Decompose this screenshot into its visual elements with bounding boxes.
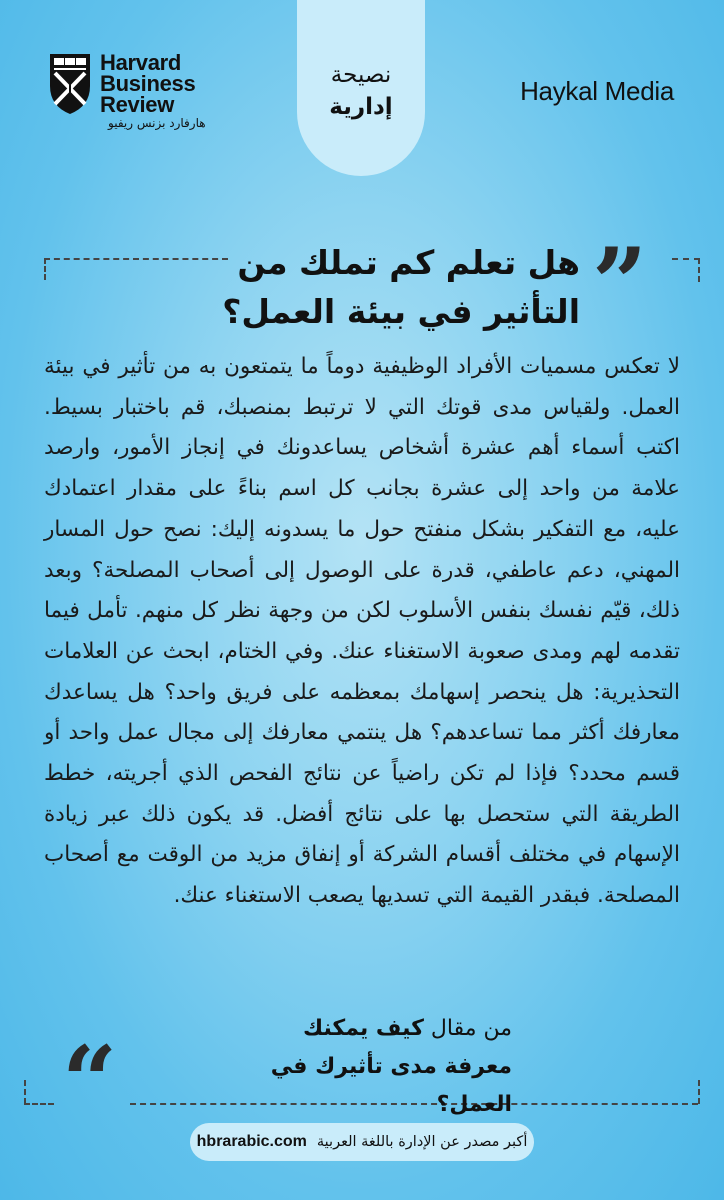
frame-border-right — [698, 258, 700, 282]
frame-border-top-right — [672, 258, 700, 260]
category-line2: إدارية — [329, 94, 393, 120]
hbr-line2: Business — [100, 71, 196, 96]
category-tab — [297, 0, 425, 176]
frame-border-left — [44, 258, 46, 280]
source-title[interactable]: كيف يمكنك معرفة مدى تأثيرك في العمل؟ — [270, 1016, 512, 1117]
open-quote-icon: ” — [592, 227, 648, 340]
publisher-logo[interactable]: Haykal Media — [520, 76, 674, 106]
article-title: هل تعلم كم تملك من التأثير في بيئة العمل؟ — [222, 243, 580, 331]
header — [0, 0, 724, 185]
hbr-wordmark — [100, 52, 195, 115]
footer-url[interactable]: hbrarabic.com — [196, 1133, 307, 1150]
article-body: لا تعكس مسميات الأفراد الوظيفية دوماً ما يتمتعون به من تأثير في بيئة العمل. ولقياس مدى قوتك التي لا ترتبط بمنصبك، قم باختبار بسيط. اكتب أسماء أهم عشرة أشخاص يساعدونك في إنجاز الأمور، وارصد علامة من واحد إلى عشرة بجانب كل اسم بناءً على مقدار اعتمادك عليه، مع التفكير بشكل منفتح حول ما يسدونه إليك: نصح حول المسار المهني، دعم عاطفي، قدرة على الوصول إلى أصحاب المصلحة؟ وبعد ذلك، قيّم نفسك بنفس الأسلوب لكن من وجهة نظر كل منهم. تأمل فيما تقدمه لهم ومدى صعوبة الاستغناء عنك. وفي الختام، ابحث عن العلامات التحذيرية: هل ينحصر إسهامك بمعظمه على فريق واحد؟ هل يساعدك معارفك أكثر مما تساعدهم؟ هل ينتمي معارفك إلى مجال عمل واحد أو قسم محدد؟ فإذا لم تكن راضياً عن نتائج الفحص الذي أجريته، خطط الطريقة التي ستحصل بها على نتائج أفضل. قد يكون ذلك عبر زيادة الإسهام في مختلف أقسام الشركة أو إنفاق مزيد من الوقت مع أصحاب المصلحة. فبقدر القيمة التي تسديها يصعب الاستغناء عنك. — [44, 354, 680, 909]
hbr-line1: Harvard — [100, 50, 182, 75]
source-prefix: من مقال — [430, 1016, 512, 1041]
hbr-logo[interactable] — [48, 52, 218, 142]
article-source — [240, 1010, 512, 1124]
shield-icon — [48, 52, 92, 116]
footer-pill — [190, 1123, 534, 1161]
frame-border-bottom-left-tick — [24, 1080, 26, 1104]
close-quote-icon: “ — [62, 1025, 118, 1138]
footer-tagline: أكبر مصدر عن الإدارة باللغة العربية — [316, 1134, 528, 1150]
hbr-line3: Review — [100, 92, 175, 117]
hbr-arabic-name: هارفارد بزنس ريفيو — [108, 116, 206, 130]
frame-border-bottom-left — [24, 1103, 54, 1105]
frame-border-bottom-right-tick — [698, 1080, 700, 1104]
category-line1: نصيحة — [330, 62, 392, 88]
